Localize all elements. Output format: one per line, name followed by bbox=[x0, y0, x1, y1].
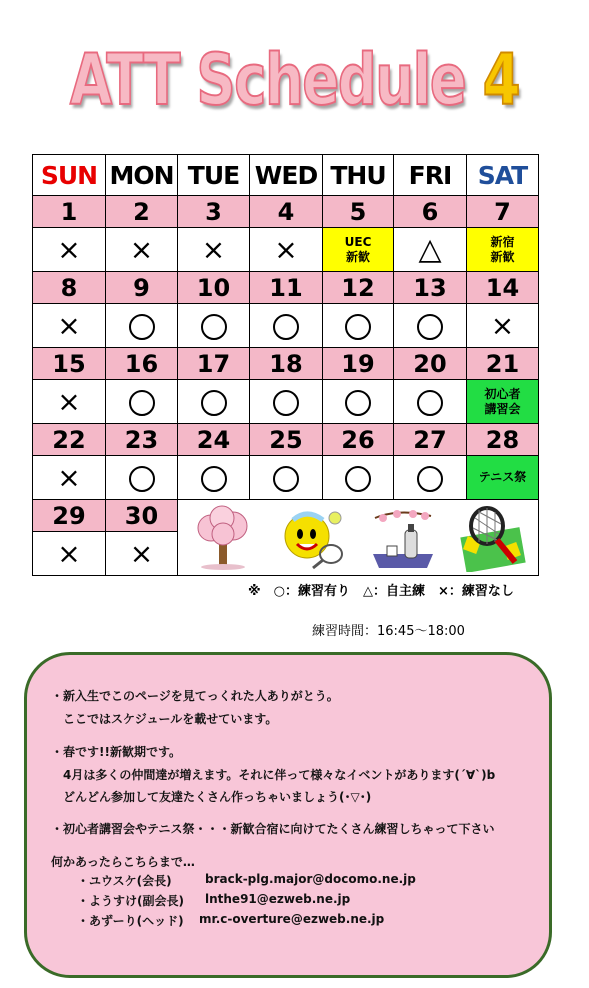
practice-circle-icon bbox=[417, 314, 443, 340]
practice-circle-icon bbox=[129, 466, 155, 492]
date-cell: 28 bbox=[467, 424, 539, 456]
mark-cell bbox=[106, 304, 178, 348]
message-line: 何かあったらこちらまで… bbox=[51, 855, 195, 869]
date-cell: 22 bbox=[33, 424, 106, 456]
calendar-table bbox=[32, 154, 539, 576]
date-cell: 24 bbox=[178, 424, 250, 456]
mark-cell bbox=[33, 228, 106, 272]
date-cell: 27 bbox=[394, 424, 467, 456]
message-line: ・初心者講習会やテニス祭・・・新歓合宿に向けてたくさん練習しちゃって下さい bbox=[51, 822, 495, 836]
mark-cell bbox=[394, 228, 467, 272]
weekday-thu: THU bbox=[323, 155, 394, 196]
practice-circle-icon bbox=[345, 314, 371, 340]
no-practice-cross-icon: × bbox=[490, 309, 515, 342]
mark-cell bbox=[394, 456, 467, 500]
mark-cell bbox=[33, 304, 106, 348]
mark-cell bbox=[106, 532, 178, 576]
date-cell: 21 bbox=[467, 348, 539, 380]
date-cell: 9 bbox=[106, 272, 178, 304]
date-row bbox=[33, 424, 539, 456]
practice-circle-icon bbox=[201, 314, 227, 340]
mark-row bbox=[33, 380, 539, 424]
date-cell: 4 bbox=[250, 196, 323, 228]
practice-circle-icon bbox=[273, 390, 299, 416]
weekday-mon: MON bbox=[106, 155, 178, 196]
mark-cell bbox=[250, 380, 323, 424]
practice-circle-icon bbox=[273, 314, 299, 340]
message-line: 4月は多くの仲間達が増えます。それに伴って様々なイベントがあります(´∀`)b bbox=[51, 768, 496, 782]
mark-cell bbox=[106, 380, 178, 424]
legend: ※ ○：練習有り △：自主練 ×：練習なし bbox=[248, 584, 514, 599]
message-line: どんどん参加して友達たくさん作っちゃいましょう(･▽･) bbox=[51, 790, 372, 804]
mark-cell bbox=[33, 380, 106, 424]
no-practice-cross-icon: × bbox=[57, 385, 81, 418]
mark-cell bbox=[106, 228, 178, 272]
no-practice-cross-icon: × bbox=[129, 233, 154, 266]
message-line: ・新入生でこのページを見てっくれた人ありがとう。 bbox=[51, 689, 339, 703]
mark-cell bbox=[33, 532, 106, 576]
date-cell: 30 bbox=[106, 500, 178, 532]
practice-circle-icon bbox=[345, 466, 371, 492]
no-practice-cross-icon: × bbox=[57, 537, 81, 570]
mark-cell bbox=[250, 228, 323, 272]
mark-cell bbox=[250, 304, 323, 348]
page-title bbox=[65, 30, 524, 130]
mark-cell bbox=[323, 380, 394, 424]
mark-cell bbox=[33, 456, 106, 500]
date-cell: 8 bbox=[33, 272, 106, 304]
no-practice-cross-icon: × bbox=[201, 233, 226, 266]
event-cell: 初心者 講習会 bbox=[467, 380, 539, 424]
weekday-sat: SAT bbox=[467, 155, 539, 196]
date-cell: 1 bbox=[33, 196, 106, 228]
practice-circle-icon bbox=[201, 466, 227, 492]
mark-cell bbox=[106, 456, 178, 500]
practice-circle-icon bbox=[201, 390, 227, 416]
contact-name: ・ユウスケ(会長) bbox=[77, 874, 172, 888]
date-cell: 11 bbox=[250, 272, 323, 304]
weekday-sun: SUN bbox=[33, 155, 106, 196]
contact-email[interactable]: brack-plg.major@docomo.ne.jp bbox=[205, 872, 416, 886]
practice-circle-icon bbox=[129, 314, 155, 340]
practice-time: 練習時間：16:45〜18:00 bbox=[312, 624, 465, 639]
practice-circle-icon bbox=[345, 390, 371, 416]
date-row bbox=[33, 272, 539, 304]
practice-circle-icon bbox=[417, 390, 443, 416]
mark-cell bbox=[178, 304, 250, 348]
date-cell: 3 bbox=[178, 196, 250, 228]
mark-cell bbox=[178, 380, 250, 424]
date-cell: 29 bbox=[33, 500, 106, 532]
date-cell: 15 bbox=[33, 348, 106, 380]
no-practice-cross-icon: × bbox=[57, 309, 81, 342]
message-line: ・春です!!新歓期です。 bbox=[51, 745, 181, 759]
practice-circle-icon bbox=[129, 390, 155, 416]
event-cell: UEC 新歓 bbox=[323, 228, 394, 272]
mark-cell bbox=[467, 304, 539, 348]
mark-cell bbox=[394, 380, 467, 424]
contact-name: ・ようすけ(副会長) bbox=[77, 894, 184, 908]
date-cell: 25 bbox=[250, 424, 323, 456]
tennis-ball-character-icon bbox=[279, 504, 347, 572]
weekday-wed: WED bbox=[250, 155, 323, 196]
date-cell: 17 bbox=[178, 348, 250, 380]
date-cell: 19 bbox=[323, 348, 394, 380]
contact-email[interactable]: mr.c-overture@ezweb.ne.jp bbox=[199, 912, 385, 926]
mark-row bbox=[33, 228, 539, 272]
date-cell: 6 bbox=[394, 196, 467, 228]
date-cell: 26 bbox=[323, 424, 394, 456]
mark-row bbox=[33, 456, 539, 500]
mark-row bbox=[33, 304, 539, 348]
no-practice-cross-icon: × bbox=[274, 233, 298, 266]
date-cell: 13 bbox=[394, 272, 467, 304]
contact-email[interactable]: lnthe91@ezweb.ne.jp bbox=[205, 892, 351, 906]
self-practice-triangle-icon: △ bbox=[418, 232, 442, 267]
practice-circle-icon bbox=[417, 466, 443, 492]
date-cell: 14 bbox=[467, 272, 539, 304]
date-cell: 16 bbox=[106, 348, 178, 380]
practice-circle-icon bbox=[273, 466, 299, 492]
no-practice-cross-icon: × bbox=[129, 537, 154, 570]
mark-cell bbox=[323, 456, 394, 500]
date-cell: 7 bbox=[467, 196, 539, 228]
message-line: ここではスケジュールを載せています。 bbox=[51, 712, 278, 726]
event-cell: 新宿 新歓 bbox=[467, 228, 539, 272]
date-row bbox=[33, 500, 539, 532]
date-row bbox=[33, 348, 539, 380]
event-cell: テニス祭 bbox=[467, 456, 539, 500]
mark-cell bbox=[323, 304, 394, 348]
mark-cell bbox=[394, 304, 467, 348]
date-cell: 23 bbox=[106, 424, 178, 456]
date-row bbox=[33, 196, 539, 228]
tennis-racket-icon bbox=[459, 504, 527, 572]
date-cell: 20 bbox=[394, 348, 467, 380]
weekday-tue: TUE bbox=[178, 155, 250, 196]
illustrations-cell bbox=[178, 500, 539, 576]
no-practice-cross-icon: × bbox=[57, 233, 81, 266]
hanami-sake-icon bbox=[369, 504, 437, 572]
mark-cell bbox=[178, 456, 250, 500]
date-cell: 2 bbox=[106, 196, 178, 228]
date-cell: 5 bbox=[323, 196, 394, 228]
title-main: ATT Schedule bbox=[69, 39, 466, 121]
mark-cell bbox=[250, 456, 323, 500]
no-practice-cross-icon: × bbox=[57, 461, 81, 494]
date-cell: 10 bbox=[178, 272, 250, 304]
message-box bbox=[24, 652, 552, 978]
weekday-header-row bbox=[33, 155, 539, 196]
title-month: 4 bbox=[482, 39, 520, 121]
date-cell: 12 bbox=[323, 272, 394, 304]
contact-name: ・あずーり(ヘッド) bbox=[77, 914, 184, 928]
date-cell: 18 bbox=[250, 348, 323, 380]
mark-cell bbox=[178, 228, 250, 272]
cherry-blossom-tree-icon bbox=[189, 504, 257, 572]
weekday-fri: FRI bbox=[394, 155, 467, 196]
